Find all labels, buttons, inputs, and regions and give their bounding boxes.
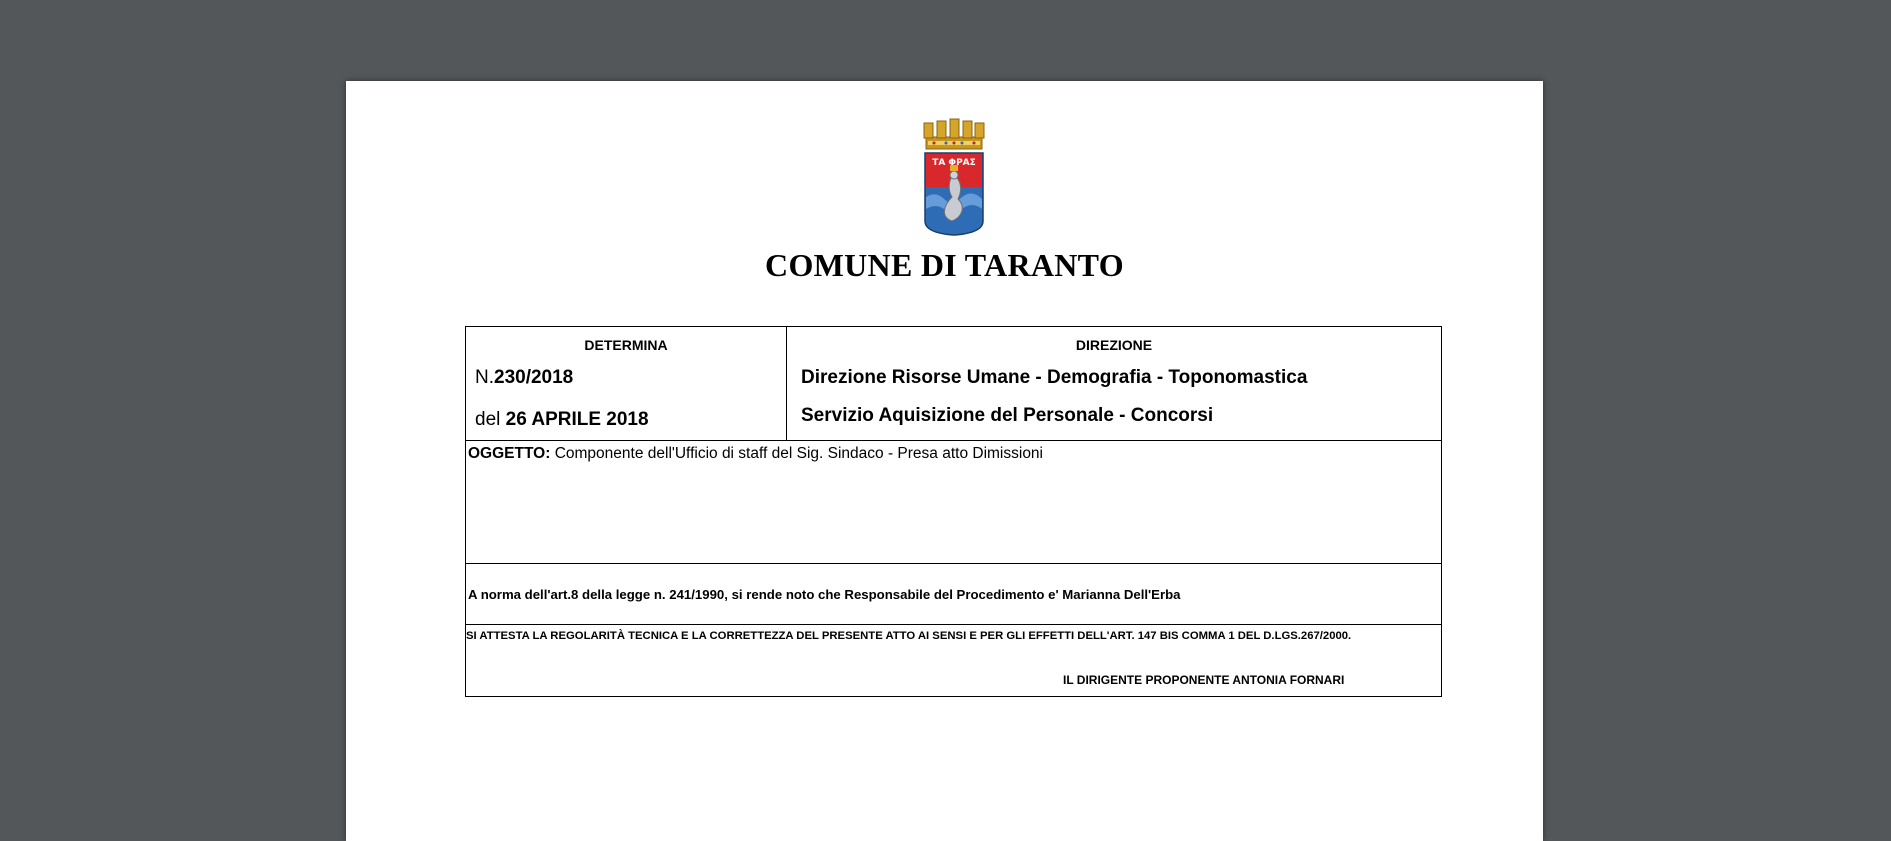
oggetto-label: OGGETTO: [468, 445, 551, 462]
row-divider [466, 563, 1441, 564]
determina-header: DETERMINA [584, 337, 668, 353]
city-crest-icon [922, 117, 986, 237]
date-prefix: del [475, 409, 501, 430]
direzione-line-1: Direzione Risorse Umane - Demografia - Toponomastica [801, 367, 1308, 388]
organization-title: COMUNE DI TARANTO [765, 247, 1124, 283]
responsabile-note: A norma dell'art.8 della legge n. 241/1990, si rende noto che Responsabile del Procedimento e' Marianna Dell'Erba [468, 587, 1181, 602]
determina-date [475, 409, 649, 431]
oggetto-row [468, 445, 1043, 463]
signature-line: IL DIRIGENTE PROPONENTE ANTONIA FORNARI [1063, 673, 1345, 687]
number-value: 230/2018 [494, 367, 574, 388]
oggetto-text: Componente dell'Ufficio di staff del Sig. Sindaco - Presa atto Dimissioni [554, 445, 1043, 462]
number-prefix: N. [475, 367, 494, 388]
row-divider [466, 624, 1441, 625]
row-divider [466, 440, 1441, 441]
direzione-header: DIREZIONE [1075, 337, 1153, 353]
date-value: 26 APRILE 2018 [505, 409, 649, 430]
document-page [346, 81, 1543, 841]
crest-motto: ΤΑ ΦΡΑΣ [932, 158, 976, 168]
attestazione-text: SI ATTESTA LA REGOLARITÀ TECNICA E LA CORRETTEZZA DEL PRESENTE ATTO AI SENSI E PER GLI EFFETTI DELL'ART. 147 BIS COMMA 1 DEL D.LGS.267/2000. [466, 630, 1352, 642]
determina-table [465, 326, 1442, 697]
crown-icon [924, 119, 984, 149]
direzione-line-2: Servizio Aquisizione del Personale - Concorsi [801, 405, 1214, 426]
determina-number [475, 367, 573, 389]
